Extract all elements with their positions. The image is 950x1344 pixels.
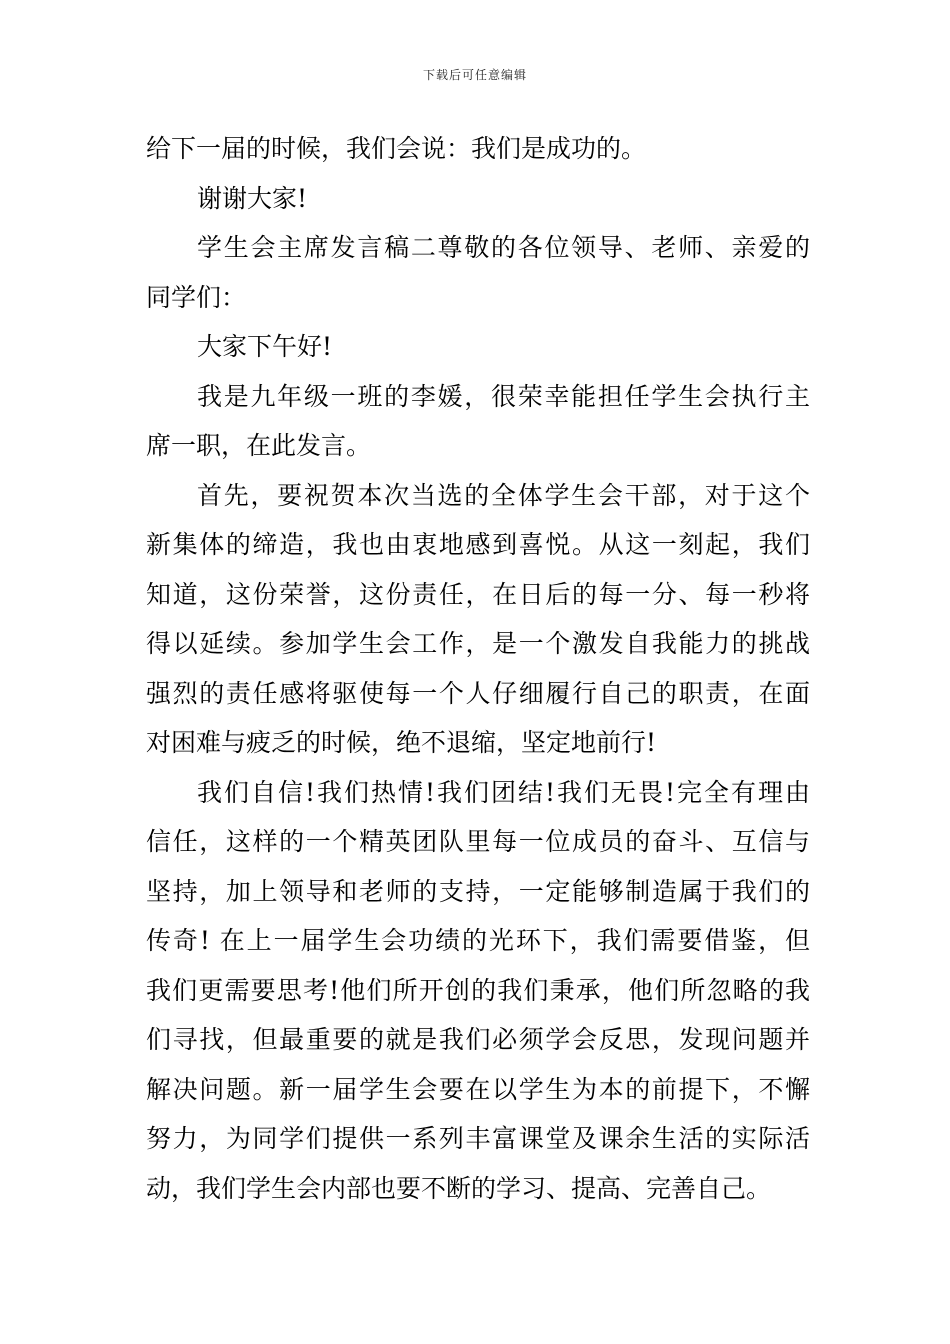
text-line: 首先，要祝贺本次当选的全体学生会干部，对于这个 [197, 480, 810, 510]
text-line: 动，我们学生会内部也要不断的学习、提高、完善自己。 [146, 1173, 772, 1203]
text-line: 努力，为同学们提供一系列丰富课堂及课余生活的实际活 [146, 1124, 810, 1153]
text-line: 大家下午好! [197, 332, 333, 361]
text-line: 我是九年级一班的李媛，很荣幸能担任学生会执行主 [197, 381, 810, 411]
text-line: 新集体的缔造，我也由衷地感到喜悦。从这一刻起，我们 [146, 530, 810, 559]
text-line: 强烈的责任感将驱使每一个人仔细履行自己的职责，在面 [146, 678, 810, 708]
text-line: 对困难与疲乏的时候，绝不退缩，坚定地前行! [146, 728, 657, 757]
text-line: 谢谢大家! [197, 183, 308, 213]
text-line: 我们更需要思考!他们所开创的我们秉承，他们所忽略的我 [146, 975, 810, 1005]
text-line: 给下一届的时候，我们会说：我们是成功的。 [146, 134, 647, 163]
text-line: 们寻找，但最重要的就是我们必须学会反思，发现问题并 [146, 1025, 810, 1054]
text-line: 坚持，加上领导和老师的支持，一定能够制造属于我们的 [146, 876, 810, 906]
text-line: 同学们： [146, 282, 247, 312]
text-line: 知道，这份荣誉，这份责任，在日后的每一分、每一秒将 [146, 579, 810, 609]
page-header: 下载后可任意编辑 [422, 68, 527, 82]
text-line: 解决问题。新一届学生会要在以学生为本的前提下，不懈 [146, 1074, 810, 1104]
text-line: 我们自信!我们热情!我们团结!我们无畏!完全有理由 [197, 777, 810, 807]
document-body [146, 124, 810, 1213]
text-line: 学生会主席发言稿二尊敬的各位领导、老师、亲爱的 [197, 233, 810, 262]
text-line: 得以延续。参加学生会工作，是一个激发自我能力的挑战 [146, 629, 810, 658]
text-line: 传奇! 在上一届学生会功绩的光环下，我们需要借鉴，但 [146, 926, 810, 955]
text-line: 信任，这样的一个精英团队里每一位成员的奋斗、互信与 [146, 827, 810, 856]
text-line: 席一职，在此发言。 [146, 431, 372, 460]
